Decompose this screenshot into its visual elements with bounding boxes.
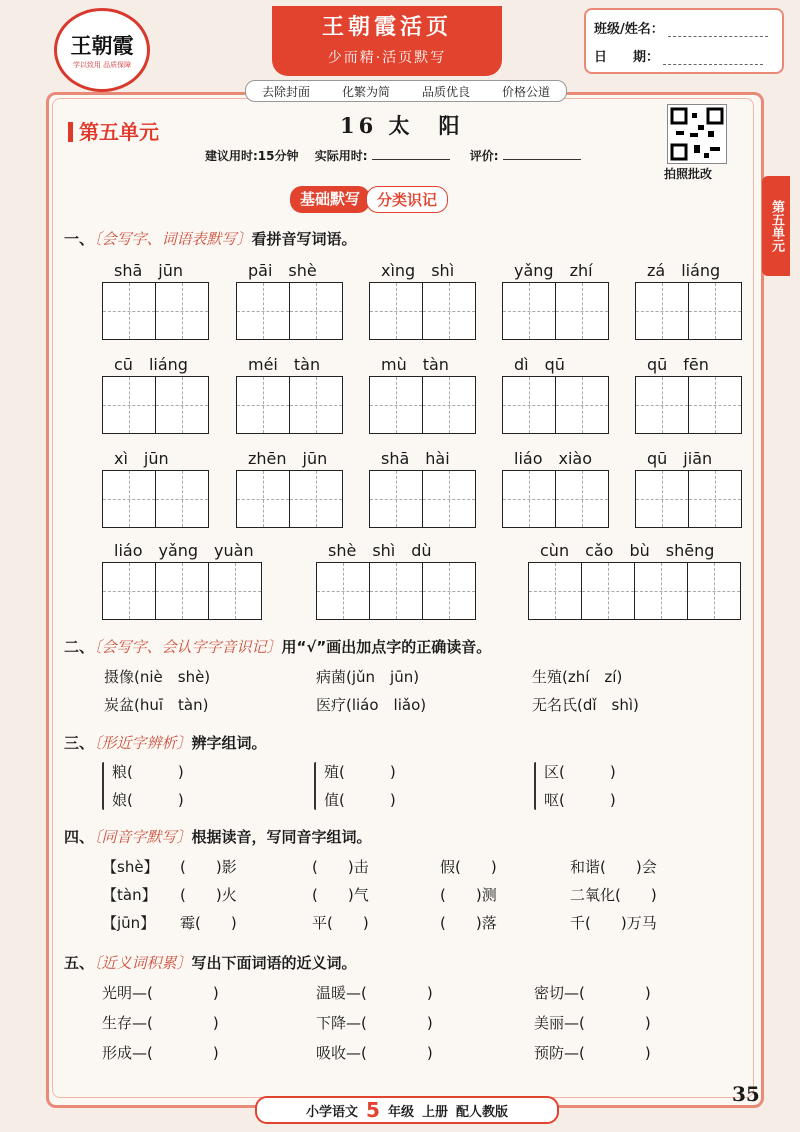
- section-tag: 〔形近字辨析〕: [94, 734, 192, 752]
- qr-code[interactable]: [667, 104, 727, 164]
- banner-title: 王朝霞活页: [321, 15, 452, 40]
- pinyin-label: qū jiān: [647, 449, 713, 468]
- pinyin-label: cū liáng: [114, 355, 188, 374]
- pronunciation-item[interactable]: 医疗(liáo liǎo): [316, 696, 427, 714]
- section-number: 四、: [64, 828, 95, 846]
- section-number: 五、: [64, 954, 95, 972]
- writing-grid: [528, 562, 741, 620]
- section-title: 看拼音写词语。: [251, 230, 357, 248]
- logo-subtext: 学以致用 品质保障: [72, 61, 132, 69]
- pronunciation-item[interactable]: 炭盆(huī tàn): [104, 696, 209, 714]
- writing-cell[interactable]: [423, 377, 475, 433]
- evaluation-label: 评价:: [469, 149, 499, 163]
- pinyin-label: dì qū: [514, 355, 565, 374]
- pronunciation-item[interactable]: 摄像(niè shè): [104, 668, 211, 686]
- slogan: 化繁为简: [341, 84, 390, 99]
- writing-cell[interactable]: [317, 563, 370, 619]
- pinyin-label: qū fēn: [647, 355, 709, 374]
- section-1-heading: [64, 228, 357, 249]
- writing-grid: [236, 470, 343, 528]
- writing-cell[interactable]: [370, 283, 423, 339]
- section-pill: [290, 186, 448, 213]
- student-info-box: [584, 8, 784, 74]
- writing-cell[interactable]: [237, 283, 290, 339]
- homophone-item[interactable]: ( )测: [440, 886, 497, 904]
- brand-logo: [54, 8, 150, 92]
- writing-cell[interactable]: [689, 283, 741, 339]
- footer-term: 上册: [421, 1104, 448, 1120]
- writing-grid: [635, 282, 742, 340]
- actual-time-label: 实际用时:: [314, 149, 368, 163]
- pinyin-label: yǎng zhí: [514, 261, 593, 280]
- pinyin-label: xì jūn: [114, 449, 169, 468]
- pinyin-label: xìng shì: [381, 261, 455, 280]
- synonym-item[interactable]: 吸收—( ): [316, 1044, 433, 1062]
- footer-grade: 5: [366, 1098, 380, 1122]
- writing-cell[interactable]: [423, 283, 475, 339]
- word-pair-item[interactable]: 呕( ): [544, 791, 616, 809]
- writing-grid: [502, 282, 609, 340]
- writing-cell[interactable]: [636, 471, 689, 527]
- unit-label: 第五单元: [79, 120, 159, 144]
- pill-category: 分类识记: [366, 186, 448, 213]
- writing-cell[interactable]: [503, 471, 556, 527]
- pinyin-label: mù tàn: [381, 355, 449, 374]
- word-pair-item[interactable]: 值( ): [324, 791, 396, 809]
- pinyin-label: pāi shè: [248, 261, 317, 280]
- pinyin-label: shā jūn: [114, 261, 184, 280]
- writing-cell[interactable]: [156, 377, 208, 433]
- word-pair-group: [112, 758, 184, 814]
- writing-cell[interactable]: [237, 471, 290, 527]
- synonym-item[interactable]: 美丽—( ): [534, 1014, 651, 1032]
- homophone-pinyin: 【shè】: [102, 858, 159, 876]
- class-name-field[interactable]: [668, 22, 768, 37]
- date-label: 日 期：: [594, 50, 660, 65]
- pinyin-label: cùn cǎo bù shēng: [540, 541, 715, 560]
- date-field[interactable]: [663, 50, 763, 65]
- writing-cell[interactable]: [103, 471, 156, 527]
- section-title: 写出下面词语的近义词。: [191, 954, 357, 972]
- writing-grid: [102, 470, 209, 528]
- homophone-item[interactable]: ( )影: [180, 858, 237, 876]
- homophone-item[interactable]: 千( )万马: [570, 914, 657, 932]
- slogan: 价格公道: [501, 84, 550, 99]
- writing-cell[interactable]: [370, 471, 423, 527]
- footer-grade-unit: 年级: [387, 1104, 414, 1120]
- homophone-item[interactable]: 和谐( )会: [570, 858, 657, 876]
- class-name-label: 班级/姓名：: [594, 22, 664, 37]
- word-pair-item[interactable]: 粮( ): [112, 763, 184, 781]
- homophone-pinyin: 【tàn】: [102, 886, 157, 904]
- suggested-time: 建议用时:15分钟: [205, 149, 299, 163]
- writing-cell[interactable]: [290, 471, 342, 527]
- writing-cell[interactable]: [103, 377, 156, 433]
- writing-cell[interactable]: [689, 471, 741, 527]
- pinyin-label: zhēn jūn: [248, 449, 328, 468]
- writing-grid: [236, 376, 343, 434]
- writing-grid: [316, 562, 476, 620]
- section-number: 二、: [64, 638, 95, 656]
- section-tag: 〔会写字、词语表默写〕: [94, 230, 252, 248]
- pinyin-label: shè shì dù: [328, 541, 432, 560]
- section-3-heading: [64, 732, 267, 753]
- word-pair-group: [324, 758, 396, 814]
- slogan: 去除封面: [261, 84, 310, 99]
- word-pair-group: [544, 758, 616, 814]
- unit-title: [68, 116, 159, 145]
- writing-cell[interactable]: [423, 563, 475, 619]
- footer-edition: 配人教版: [455, 1104, 508, 1120]
- writing-grid: [102, 562, 262, 620]
- writing-grid: [369, 376, 476, 434]
- pinyin-label: méi tàn: [248, 355, 321, 374]
- actual-time-field[interactable]: [372, 159, 450, 160]
- writing-grid: [369, 470, 476, 528]
- word-pair-item[interactable]: 娘( ): [112, 791, 184, 809]
- synonym-item[interactable]: 形成—( ): [102, 1044, 219, 1062]
- writing-cell[interactable]: [503, 283, 556, 339]
- homophone-pinyin: 【jūn】: [102, 914, 156, 932]
- pronunciation-item[interactable]: 生殖(zhí zí): [532, 668, 623, 686]
- homophone-item[interactable]: ( )气: [312, 886, 369, 904]
- synonym-item[interactable]: 温暖—( ): [316, 984, 433, 1002]
- footer-bar: [255, 1096, 559, 1124]
- writing-grid: [102, 376, 209, 434]
- writing-cell[interactable]: [290, 377, 342, 433]
- lesson-title: 16 太 阳: [340, 113, 464, 138]
- writing-cell[interactable]: [370, 377, 423, 433]
- writing-cell[interactable]: [103, 283, 156, 339]
- pronunciation-item[interactable]: 病菌(jǔn jūn): [316, 668, 420, 686]
- writing-grid: [236, 282, 343, 340]
- section-4-heading: [64, 826, 372, 847]
- writing-cell[interactable]: [370, 563, 423, 619]
- logo-text: 王朝霞: [70, 33, 134, 58]
- writing-grid: [369, 282, 476, 340]
- writing-cell[interactable]: [529, 563, 582, 619]
- synonym-item[interactable]: 下降—( ): [316, 1014, 433, 1032]
- writing-grid: [502, 470, 609, 528]
- writing-cell[interactable]: [636, 283, 689, 339]
- writing-cell[interactable]: [103, 563, 156, 619]
- section-number: 一、: [64, 230, 95, 248]
- synonym-item[interactable]: 光明—( ): [102, 984, 219, 1002]
- section-5-heading: [64, 952, 357, 973]
- writing-cell[interactable]: [209, 563, 261, 619]
- writing-cell[interactable]: [156, 283, 208, 339]
- writing-cell[interactable]: [688, 563, 740, 619]
- section-title: 辨字组词。: [191, 734, 267, 752]
- word-pair-item[interactable]: 区( ): [544, 763, 616, 781]
- homophone-item[interactable]: 霉( ): [180, 914, 237, 932]
- writing-cell[interactable]: [156, 471, 208, 527]
- homophone-item[interactable]: 二氧化( ): [570, 886, 657, 904]
- writing-cell[interactable]: [423, 471, 475, 527]
- homophone-item[interactable]: ( )落: [440, 914, 497, 932]
- pinyin-label: liáo xiào: [514, 449, 592, 468]
- writing-cell[interactable]: [556, 283, 608, 339]
- slogan-bar: [245, 80, 567, 102]
- header-banner: [272, 6, 502, 76]
- writing-cell[interactable]: [556, 377, 608, 433]
- writing-cell[interactable]: [635, 563, 688, 619]
- homophone-item[interactable]: 假( ): [440, 858, 497, 876]
- slogan: 品质优良: [421, 84, 470, 99]
- homophone-item[interactable]: 平( ): [312, 914, 369, 932]
- writing-cell[interactable]: [582, 563, 635, 619]
- section-tag: 〔会写字、会认字字音识记〕: [94, 638, 282, 656]
- section-title: 根据读音，写同音字组词。: [191, 828, 372, 846]
- section-tag: 〔同音字默写〕: [94, 828, 192, 846]
- synonym-item[interactable]: 密切—( ): [534, 984, 651, 1002]
- writing-cell[interactable]: [636, 377, 689, 433]
- synonym-item[interactable]: 预防—( ): [534, 1044, 651, 1062]
- writing-cell[interactable]: [290, 283, 342, 339]
- homophone-item[interactable]: ( )火: [180, 886, 237, 904]
- writing-grid: [102, 282, 209, 340]
- writing-cell[interactable]: [237, 377, 290, 433]
- banner-subtitle: 少而精·活页默写: [327, 50, 447, 66]
- pill-basic: 基础默写: [290, 186, 370, 213]
- qr-label: 拍照批改: [664, 167, 713, 181]
- writing-grid: [502, 376, 609, 434]
- unit-side-tab: 第五单元: [762, 176, 790, 276]
- time-line: [205, 147, 597, 164]
- pinyin-label: shā hài: [381, 449, 450, 468]
- section-2-heading: [64, 636, 491, 657]
- pinyin-label: liáo yǎng yuàn: [114, 541, 254, 560]
- pinyin-label: zá liáng: [647, 261, 721, 280]
- writing-grid: [635, 376, 742, 434]
- writing-cell[interactable]: [503, 377, 556, 433]
- homophone-item[interactable]: ( )击: [312, 858, 369, 876]
- synonym-item[interactable]: 生存—( ): [102, 1014, 219, 1032]
- writing-grid: [635, 470, 742, 528]
- page-number: 35: [732, 1082, 760, 1106]
- section-tag: 〔近义词积累〕: [94, 954, 192, 972]
- section-number: 三、: [64, 734, 95, 752]
- evaluation-field[interactable]: [503, 159, 581, 160]
- writing-cell[interactable]: [689, 377, 741, 433]
- section-title: 用“√”画出加点字的正确读音。: [281, 638, 492, 656]
- writing-cell[interactable]: [556, 471, 608, 527]
- writing-cell[interactable]: [156, 563, 209, 619]
- pronunciation-item[interactable]: 无名氏(dǐ shì): [532, 696, 639, 714]
- footer-subject: 小学语文: [306, 1104, 359, 1120]
- word-pair-item[interactable]: 殖( ): [324, 763, 396, 781]
